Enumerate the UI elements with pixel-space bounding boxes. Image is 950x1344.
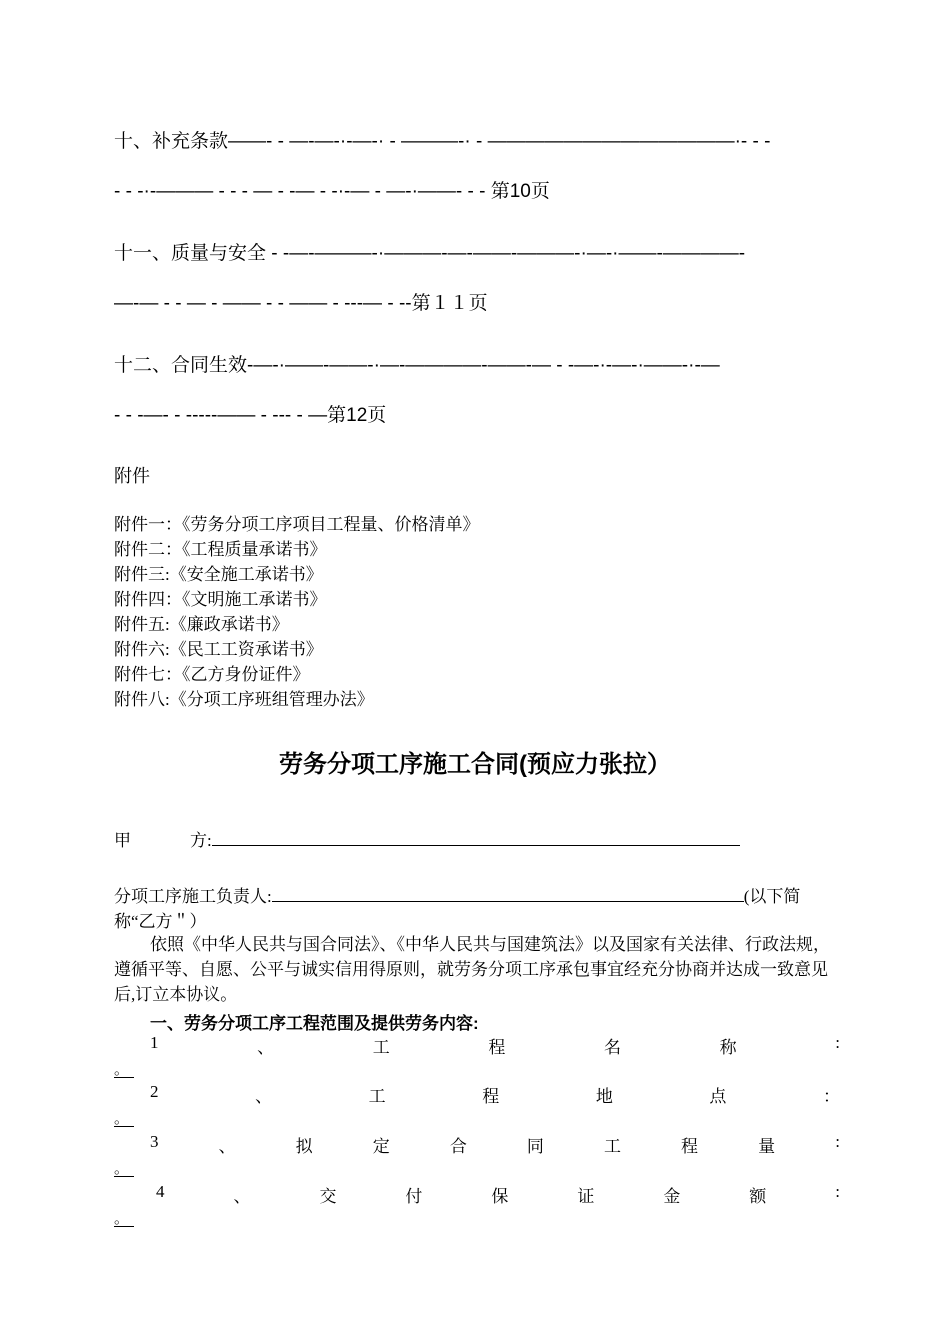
- item-char: 量: [758, 1137, 776, 1156]
- attachments-heading: 附件: [114, 466, 150, 486]
- toc-entry-10-line1: 十、补充条款——- - —-—-·-—-· - ———-· - —————————————·- - -: [114, 131, 771, 152]
- item-char: 证: [577, 1187, 595, 1206]
- attachments-list: [114, 512, 480, 712]
- item-char: 名: [604, 1038, 621, 1057]
- item-char: 程: [681, 1137, 699, 1156]
- item-char: 地: [595, 1087, 613, 1106]
- item-char: :: [835, 1033, 840, 1052]
- item-char: 额: [749, 1187, 767, 1206]
- item-char: 称: [719, 1038, 737, 1057]
- item-char: 合: [449, 1137, 467, 1156]
- attachment-item: 附件一：《劳务分项工序项目工程量、价格清单》: [114, 515, 480, 534]
- item-char: 保: [491, 1187, 509, 1206]
- item-project-name-blank[interactable]: [114, 1062, 134, 1079]
- item-char: 工: [372, 1038, 390, 1057]
- item-char: 交: [319, 1187, 337, 1206]
- item-char: 金: [663, 1187, 681, 1206]
- item-char: :: [835, 1182, 840, 1201]
- item-end-mark: 。: [114, 1162, 134, 1177]
- party-b-label: 分项工序施工负责人:: [114, 887, 272, 906]
- item-project-location-blank[interactable]: [114, 1111, 134, 1128]
- toc-entry-12-line1: 十二、合同生效-—-·——-——-·—-————-——-— - -—-·-—-·——-·-—: [114, 355, 720, 376]
- item-char: 、: [218, 1137, 236, 1156]
- attachment-item: 附件八:《分项工序班组管理办法》: [114, 690, 374, 709]
- item-char: 点: [709, 1087, 727, 1106]
- toc-entry-10-line2: - - -·-——— - - - — - -— - -·-— - —-·——- - - 第10页: [114, 181, 550, 202]
- item-char: 拟: [295, 1137, 313, 1156]
- item-char: 1: [150, 1033, 159, 1052]
- party-b-line2: 称“乙方＂）: [114, 912, 207, 931]
- item-char: 程: [482, 1087, 500, 1106]
- item-project-location: [150, 1082, 840, 1107]
- item-end-mark: 。: [114, 1063, 134, 1078]
- attachment-item: 附件六:《民工工资承诺书》: [114, 640, 323, 659]
- party-a-label-2: [190, 826, 740, 851]
- toc-entry-11-line2: —-— - - — - —— - - —— - ---— - --第１１页: [114, 293, 488, 314]
- item-char: 4: [156, 1182, 165, 1201]
- party-a-label-text: 方:: [190, 831, 212, 850]
- item-end-mark: 。: [114, 1112, 134, 1127]
- item-char: 、: [233, 1187, 251, 1206]
- item-char: :: [835, 1132, 840, 1151]
- attachment-item: 附件二：《工程质量承诺书》: [114, 540, 327, 559]
- item-char: 工: [368, 1087, 386, 1106]
- contract-title: 劳务分项工序施工合同(预应力张拉）: [279, 751, 671, 778]
- attachment-item: 附件七：《乙方身份证件》: [114, 665, 310, 684]
- preamble-paragraph: 依照《中华人民共与国合同法》、《中华人民共与国建筑法》以及国家有关法律、行政法规，遵循平等、自愿、公平与诚实信用得原则，就劳务分项工序承包事宜经充分协商并达成一致意见后,订立本协议。: [114, 935, 830, 1004]
- item-deposit-amount-blank[interactable]: [114, 1211, 134, 1228]
- item-char: 同: [526, 1137, 544, 1156]
- toc-entry-12-line2: - - -—- - -----—— - --- - —第12页: [114, 405, 387, 426]
- party-a-blank[interactable]: [212, 827, 740, 846]
- item-char: 工: [603, 1137, 621, 1156]
- section-1-heading: 一、劳务分项工序工程范围及提供劳务内容:: [150, 1014, 479, 1033]
- item-char: 3: [150, 1132, 159, 1151]
- item-char: 、: [255, 1087, 273, 1106]
- item-char: 付: [405, 1187, 423, 1206]
- attachment-item: 附件五:《廉政承诺书》: [114, 615, 289, 634]
- item-char: 、: [257, 1038, 275, 1057]
- item-char: ：: [822, 1087, 840, 1106]
- party-b-blank[interactable]: [272, 883, 744, 902]
- item-project-name: [150, 1033, 840, 1058]
- item-deposit-amount: [156, 1182, 840, 1207]
- party-b-row: [114, 882, 800, 907]
- party-a-label-1: 甲: [114, 831, 131, 850]
- item-char: 程: [488, 1038, 506, 1057]
- item-end-mark: 。: [114, 1212, 134, 1227]
- item-char: 定: [372, 1137, 390, 1156]
- item-contract-quantity: [150, 1132, 840, 1157]
- item-char: 2: [150, 1082, 159, 1101]
- toc-entry-11-line1: 十一、质量与安全 - -—-———-·———-—-——-———-·—-·——-————-: [114, 243, 746, 264]
- item-contract-quantity-blank[interactable]: [114, 1161, 134, 1178]
- attachment-item: 附件四：《文明施工承诺书》: [114, 590, 327, 609]
- party-b-suffix: (以下简: [743, 887, 801, 906]
- attachment-item: 附件三:《安全施工承诺书》: [114, 565, 323, 584]
